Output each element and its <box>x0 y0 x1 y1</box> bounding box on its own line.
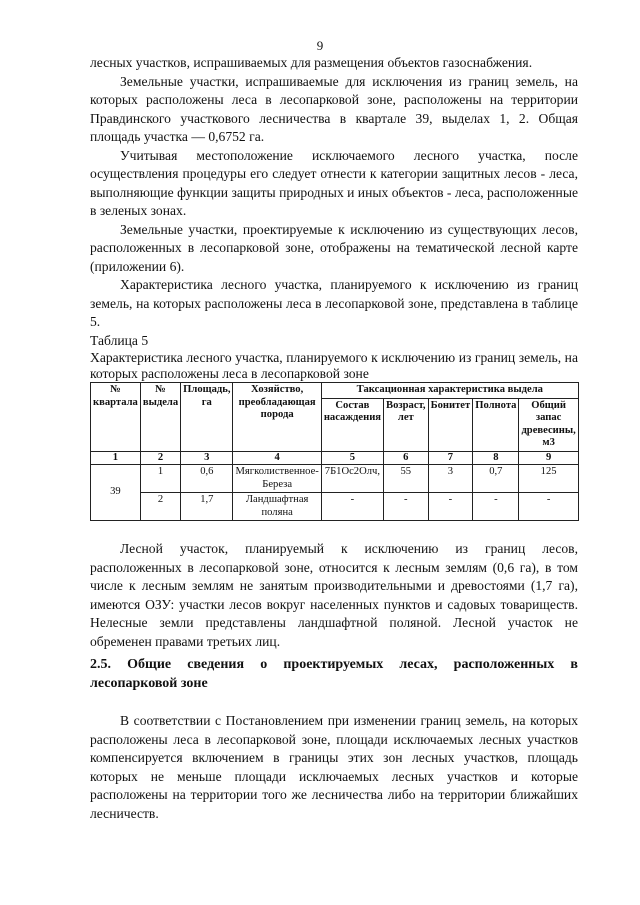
col-num: 7 <box>428 451 473 465</box>
col-num: 3 <box>181 451 233 465</box>
cell-bonitet: 3 <box>428 465 473 493</box>
cell-zapas: - <box>519 493 578 521</box>
col-num: 1 <box>91 451 141 465</box>
cell-vozrast: - <box>384 493 429 521</box>
table-title: Характеристика лесного участка, планируемого к исключению из границ земель, на которых расположены леса в лесопарковой зоне <box>90 350 578 381</box>
column-number-row <box>91 451 579 465</box>
table-caption: Таблица 5 <box>90 332 149 348</box>
body-text-top <box>90 54 578 382</box>
col-num: 2 <box>140 451 180 465</box>
header-sostav: Состав насаждения <box>321 398 383 451</box>
cell-area: 0,6 <box>181 465 233 493</box>
taxation-table <box>90 382 579 521</box>
header-kvartal: № квартала <box>91 383 141 452</box>
paragraph-1: лесных участков, испрашиваемых для размещения объектов газоснабжения. <box>90 55 533 70</box>
paragraph-final: В соответствии с Постановлением при изменении границ земель, на которых расположены леса в лесопарковой зоне, площади исключаемых лесных участков компенсируется включением в границы этих зон лесных участков, площадь которых не меньше площади исключаемых лесных участков и которые расположены на территории того же лесничества либо на территории ближайших лесничеств. <box>90 713 578 821</box>
header-taxation: Таксационная характеристика выдела <box>321 383 578 399</box>
col-num: 5 <box>321 451 383 465</box>
header-area: Площадь, га <box>181 383 233 452</box>
cell-farm: Ландшафтная поляна <box>233 493 321 521</box>
cell-polnota: 0,7 <box>473 465 519 493</box>
table-header-row <box>91 383 579 399</box>
header-bonitet: Бонитет <box>428 398 473 451</box>
paragraph-3: Учитывая местоположение исключаемого лесного участка, после осуществления процедуры его следует отнести к категории защитных лесов - леса, выполняющие функции защиты природных и иных объектов - леса, расположенные в зеленых зонах. <box>90 147 579 218</box>
paragraph-4: Земельные участки, проектируемые к исключению из существующих лесов, расположенных в лесопарковой зоне, отображены на тематической лесной карте (приложении 6). <box>90 221 578 274</box>
table-row <box>91 465 579 493</box>
paragraph-after-table: Лесной участок, планируемый к исключению из границ лесов, расположенных в лесопарковой зоне, относится к лесным землям (0,6 га), в том числе к лесным землям не занятым производительными и древостоями (1,7 га), имеются ОЗУ: участки лесов вокруг населенных пунктов и садовых товариществ. Нелесные земли представлены ландшафтной поляной. Лесной участок не обременен правами третьих лиц. <box>90 541 578 649</box>
col-num: 6 <box>384 451 429 465</box>
cell-farm: Мягколиственное- Береза <box>233 465 321 493</box>
body-text-after-table <box>90 540 578 651</box>
section-heading: 2.5. Общие сведения о проектируемых лесах, расположенных в лесопарковой зоне <box>90 657 578 691</box>
cell-vozrast: 55 <box>384 465 429 493</box>
cell-kvartal: 39 <box>91 465 141 521</box>
paragraph-2: Земельные участки, испрашиваемые для исключения из границ земель, на которых расположены леса в лесопарковой зоне, расположены на территории Правдинского участкового лесничества в квартале 39, выделах 1, 2. Общая площадь участка — 0,6752 га. <box>90 73 578 144</box>
cell-area: 1,7 <box>181 493 233 521</box>
cell-bonitet: - <box>428 493 473 521</box>
body-text-final <box>90 712 578 823</box>
cell-sostav: - <box>321 493 383 521</box>
cell-vydel: 1 <box>140 465 180 493</box>
cell-polnota: - <box>473 493 519 521</box>
header-polnota: Полнота <box>473 398 519 451</box>
cell-vydel: 2 <box>140 493 180 521</box>
col-num: 9 <box>519 451 578 465</box>
header-vozrast: Возраст, лет <box>384 398 429 451</box>
table-row <box>91 493 579 521</box>
cell-zapas: 125 <box>519 465 578 493</box>
header-vydel: № выдела <box>140 383 180 452</box>
header-farm: Хозяйство, преобладающая порода <box>233 383 321 452</box>
cell-sostav: 7Б1Ос2Олч, <box>321 465 383 493</box>
page-number: 9 <box>316 38 324 53</box>
col-num: 8 <box>473 451 519 465</box>
col-num: 4 <box>233 451 321 465</box>
header-zapas: Общий запас древесины, м3 <box>519 398 578 451</box>
paragraph-5: Характеристика лесного участка, планируемого к исключению из границ земель, на которых расположены леса в лесопарковой зоне, представлена в таблице 5. <box>90 277 578 329</box>
